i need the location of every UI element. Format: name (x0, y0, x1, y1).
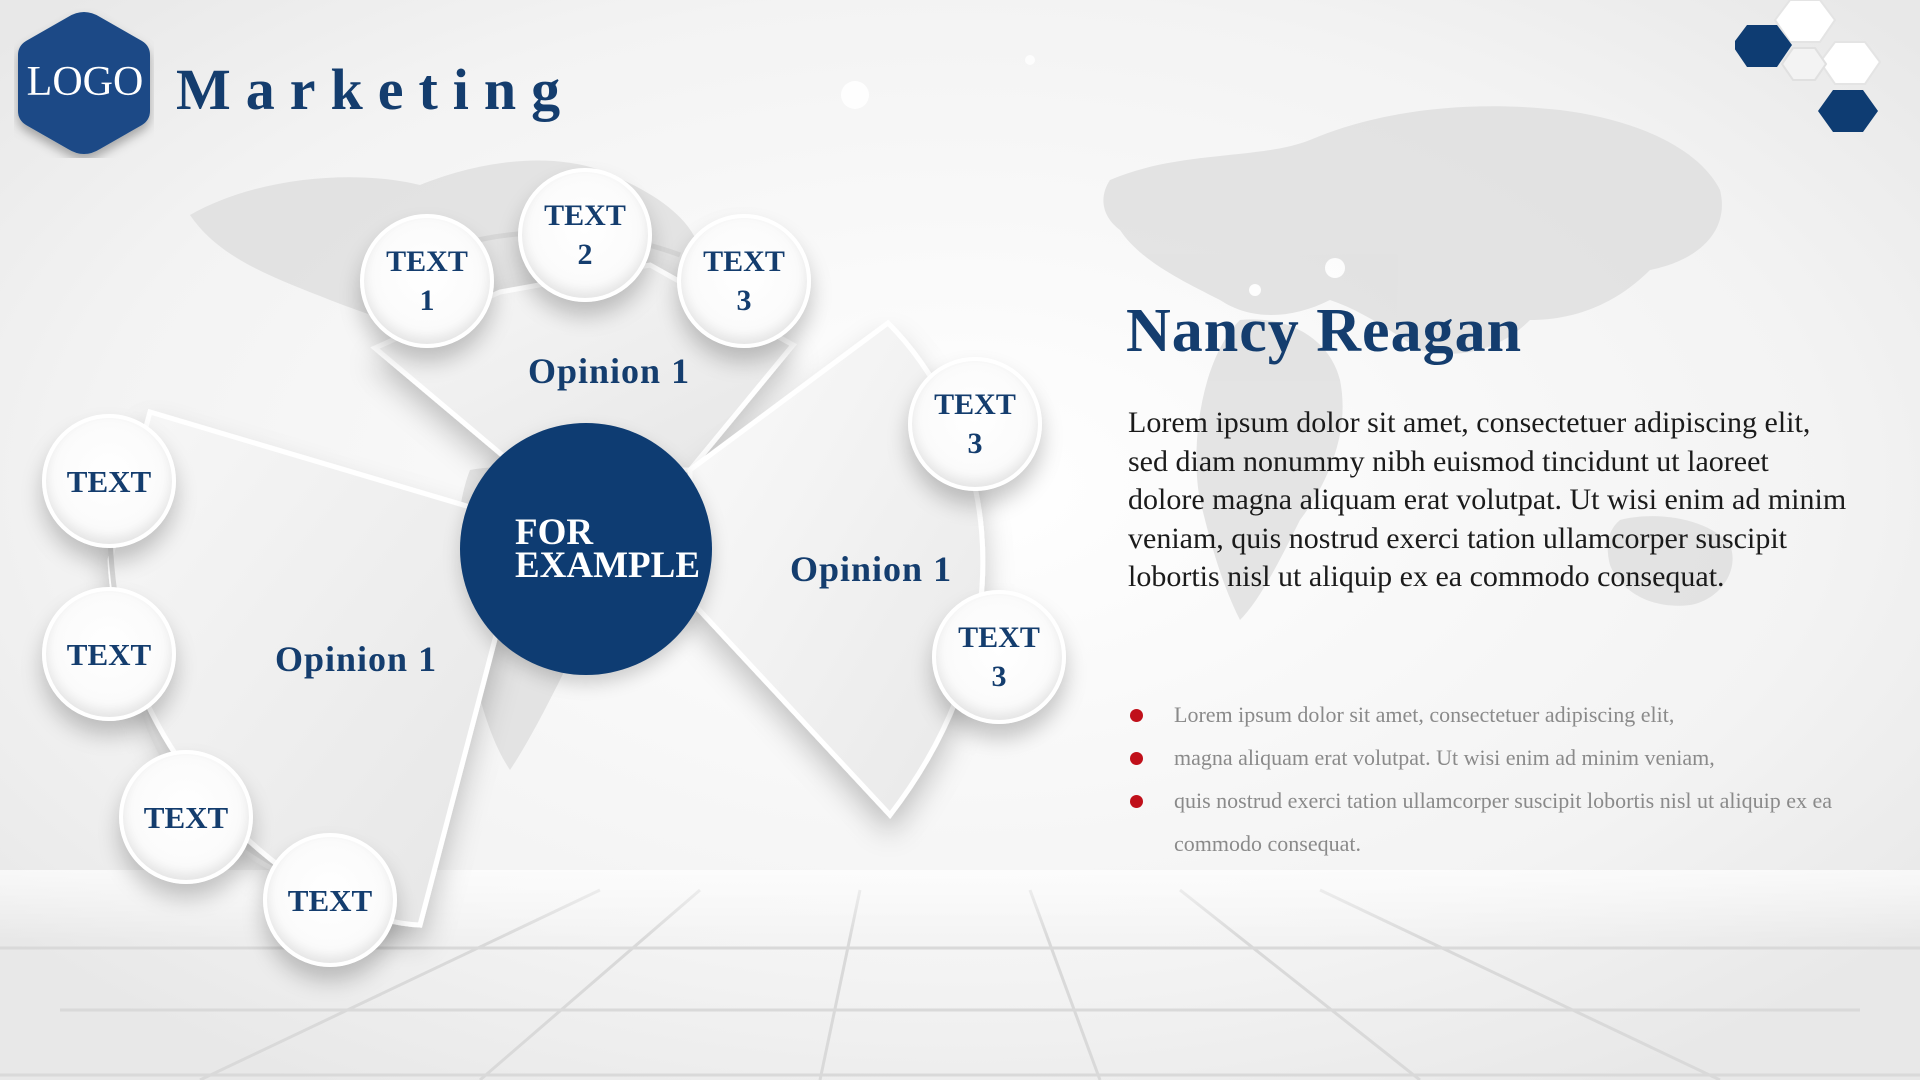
node-label: TEXT 2 (544, 199, 626, 271)
node-label: TEXT (66, 463, 152, 499)
person-name: Nancy Reagan (1126, 297, 1523, 365)
group-label-left: Opinion 1 (275, 639, 438, 679)
bullet-dot-icon (1130, 752, 1143, 765)
node-label: TEXT 3 (703, 245, 785, 317)
node-label: TEXT (287, 882, 373, 918)
node-left-1[interactable] (42, 414, 176, 548)
node-top-1[interactable] (360, 214, 494, 348)
list-item (1128, 779, 1858, 865)
node-label: TEXT 3 (958, 621, 1040, 693)
logo[interactable]: LOGO (26, 59, 144, 105)
page-title: Marketing (176, 57, 576, 122)
center-label: FOR EXAMPLE (515, 512, 700, 586)
node-label: TEXT 1 (386, 245, 468, 317)
node-label: TEXT (66, 636, 152, 672)
node-label: TEXT (143, 799, 229, 835)
node-label: TEXT 3 (934, 388, 1016, 460)
group-label-top: Opinion 1 (528, 351, 691, 391)
bullet-dot-icon (1130, 795, 1143, 808)
bullet-text: quis nostrud exerci tation ullamcorper suscipit lobortis nisl ut aliquip ex ea commodo consequat. (1174, 788, 1833, 856)
center-circle[interactable] (460, 423, 712, 675)
bullet-dot-icon (1130, 709, 1143, 722)
node-top-2[interactable] (518, 168, 652, 302)
bullet-list (1128, 693, 1858, 865)
bullet-text: Lorem ipsum dolor sit amet, consectetuer adipiscing elit, (1174, 702, 1675, 727)
list-item (1128, 693, 1858, 736)
node-left-2[interactable] (42, 587, 176, 721)
list-item (1128, 736, 1858, 779)
node-top-3[interactable] (677, 214, 811, 348)
group-label-right: Opinion 1 (790, 549, 953, 589)
node-left-3[interactable] (119, 750, 253, 884)
description-paragraph: Lorem ipsum dolor sit amet, consectetuer adipiscing elit, sed diam nonummy nibh euismod tincidunt ut laoreet dolore magna aliquam erat volutpat. Ut wisi enim ad minim veniam, quis nostrud exerci tation ullamcorper suscipit lobortis nisl ut aliquip ex ea commodo consequat. (1128, 406, 1847, 593)
bullet-text: magna aliquam erat volutpat. Ut wisi enim ad minim veniam, (1174, 745, 1715, 770)
node-left-4[interactable] (263, 833, 397, 967)
node-right-1[interactable] (908, 357, 1042, 491)
node-right-2[interactable] (932, 590, 1066, 724)
